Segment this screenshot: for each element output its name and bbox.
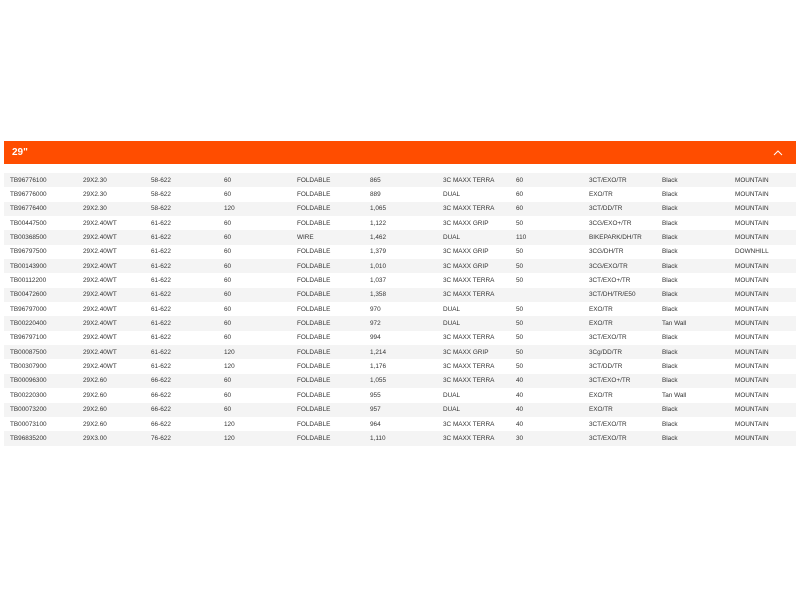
weight-cell: 865	[364, 173, 437, 187]
tire-size-cell: 29X2.30	[77, 202, 145, 216]
tire-size-cell: 29X2.40WT	[77, 288, 145, 302]
bead-type-cell: FOLDABLE	[291, 302, 364, 316]
part-number-cell: TB96797100	[4, 331, 77, 345]
table-row	[4, 359, 796, 373]
compound-cell: 3C MAXX TERRA	[437, 431, 510, 445]
etrto-cell: 61-622	[145, 216, 218, 230]
sidewall-color-cell: Black	[656, 403, 729, 417]
bead-type-cell: FOLDABLE	[291, 273, 364, 287]
tpi-cell: 120	[218, 431, 291, 445]
bead-type-cell: FOLDABLE	[291, 173, 364, 187]
category-cell: MOUNTAIN	[729, 259, 796, 273]
sidewall-color-cell: Black	[656, 245, 729, 259]
compound-cell: 3C MAXX TERRA	[437, 417, 510, 431]
bead-type-cell: FOLDABLE	[291, 259, 364, 273]
bead-type-cell: FOLDABLE	[291, 345, 364, 359]
technology-cell: EXO/TR	[583, 388, 656, 402]
compound-cell: 3C MAXX GRIP	[437, 345, 510, 359]
category-cell: MOUNTAIN	[729, 417, 796, 431]
compound-cell: 3C MAXX GRIP	[437, 216, 510, 230]
table-row	[4, 173, 796, 187]
tpi-cell: 60	[218, 273, 291, 287]
technology-cell: 3CT/EXO/TR	[583, 173, 656, 187]
bead-type-cell: FOLDABLE	[291, 417, 364, 431]
etrto-cell: 58-622	[145, 187, 218, 201]
compound-cell: DUAL	[437, 187, 510, 201]
weight-cell: 970	[364, 302, 437, 316]
category-cell: MOUNTAIN	[729, 187, 796, 201]
category-cell: MOUNTAIN	[729, 388, 796, 402]
tire-size-cell: 29X2.40WT	[77, 216, 145, 230]
tire-size-cell: 29X2.40WT	[77, 230, 145, 244]
tpi-cell: 60	[218, 388, 291, 402]
sidewall-color-cell: Black	[656, 202, 729, 216]
sidewall-color-cell: Black	[656, 187, 729, 201]
tire-size-cell: 29X2.60	[77, 403, 145, 417]
compound-cell: 3C MAXX TERRA	[437, 288, 510, 302]
weight-cell: 1,055	[364, 374, 437, 388]
weight-cell: 1,037	[364, 273, 437, 287]
etrto-cell: 61-622	[145, 245, 218, 259]
tpi-cell: 120	[218, 417, 291, 431]
etrto-cell: 61-622	[145, 359, 218, 373]
tire-size-cell: 29X2.40WT	[77, 359, 145, 373]
max-psi-cell	[510, 288, 583, 302]
part-number-cell: TB96776400	[4, 202, 77, 216]
bead-type-cell: WIRE	[291, 230, 364, 244]
category-cell: MOUNTAIN	[729, 302, 796, 316]
max-psi-cell: 40	[510, 374, 583, 388]
tpi-cell: 120	[218, 345, 291, 359]
tpi-cell: 60	[218, 316, 291, 330]
technology-cell: 3CT/DD/TR	[583, 202, 656, 216]
max-psi-cell: 60	[510, 187, 583, 201]
compound-cell: 3C MAXX TERRA	[437, 374, 510, 388]
part-number-cell: TB96797500	[4, 245, 77, 259]
sidewall-color-cell: Black	[656, 331, 729, 345]
bead-type-cell: FOLDABLE	[291, 388, 364, 402]
max-psi-cell: 110	[510, 230, 583, 244]
sidewall-color-cell: Black	[656, 345, 729, 359]
etrto-cell: 66-622	[145, 417, 218, 431]
table-row	[4, 216, 796, 230]
compound-cell: DUAL	[437, 302, 510, 316]
sidewall-color-cell: Tan Wall	[656, 316, 729, 330]
technology-cell: 3CG/DH/TR	[583, 245, 656, 259]
table-row	[4, 388, 796, 402]
technology-cell: EXO/TR	[583, 316, 656, 330]
part-number-cell: TB00096300	[4, 374, 77, 388]
etrto-cell: 61-622	[145, 331, 218, 345]
tpi-cell: 120	[218, 202, 291, 216]
etrto-cell: 61-622	[145, 302, 218, 316]
tire-size-cell: 29X2.60	[77, 417, 145, 431]
sidewall-color-cell: Black	[656, 259, 729, 273]
weight-cell: 1,462	[364, 230, 437, 244]
category-cell: MOUNTAIN	[729, 316, 796, 330]
part-number-cell: TB00307900	[4, 359, 77, 373]
max-psi-cell: 50	[510, 345, 583, 359]
sidewall-color-cell: Black	[656, 230, 729, 244]
max-psi-cell: 50	[510, 316, 583, 330]
table-row	[4, 403, 796, 417]
sidewall-color-cell: Black	[656, 288, 729, 302]
table-row	[4, 431, 796, 445]
max-psi-cell: 40	[510, 403, 583, 417]
table-row	[4, 316, 796, 330]
max-psi-cell: 40	[510, 417, 583, 431]
technology-cell: 3CT/EXO/TR	[583, 331, 656, 345]
category-cell: MOUNTAIN	[729, 374, 796, 388]
tire-size-cell: 29X3.00	[77, 431, 145, 445]
technology-cell: 3CT/DD/TR	[583, 359, 656, 373]
max-psi-cell: 30	[510, 431, 583, 445]
table-row	[4, 331, 796, 345]
part-number-cell: TB00368500	[4, 230, 77, 244]
technology-cell: 3CT/EXO+/TR	[583, 273, 656, 287]
compound-cell: 3C MAXX GRIP	[437, 259, 510, 273]
category-cell: MOUNTAIN	[729, 230, 796, 244]
table-row	[4, 288, 796, 302]
etrto-cell: 66-622	[145, 374, 218, 388]
part-number-cell: TB00472600	[4, 288, 77, 302]
bead-type-cell: FOLDABLE	[291, 202, 364, 216]
etrto-cell: 61-622	[145, 259, 218, 273]
tpi-cell: 60	[218, 259, 291, 273]
tire-size-cell: 29X2.40WT	[77, 302, 145, 316]
technology-cell: 3CT/DH/TR/E50	[583, 288, 656, 302]
technology-cell: 3CT/EXO/TR	[583, 417, 656, 431]
tpi-cell: 60	[218, 288, 291, 302]
bead-type-cell: FOLDABLE	[291, 431, 364, 445]
weight-cell: 1,010	[364, 259, 437, 273]
technology-cell: 3CG/EXO+/TR	[583, 216, 656, 230]
category-cell: MOUNTAIN	[729, 331, 796, 345]
compound-cell: 3C MAXX TERRA	[437, 273, 510, 287]
technology-cell: BIKEPARK/DH/TR	[583, 230, 656, 244]
tpi-cell: 60	[218, 173, 291, 187]
weight-cell: 964	[364, 417, 437, 431]
compound-cell: 3C MAXX TERRA	[437, 202, 510, 216]
table-row	[4, 187, 796, 201]
max-psi-cell: 50	[510, 245, 583, 259]
technology-cell: EXO/TR	[583, 403, 656, 417]
compound-cell: 3C MAXX GRIP	[437, 245, 510, 259]
compound-cell: 3C MAXX TERRA	[437, 331, 510, 345]
tpi-cell: 60	[218, 403, 291, 417]
tire-size-cell: 29X2.40WT	[77, 345, 145, 359]
table-row	[4, 374, 796, 388]
tire-size-cell: 29X2.40WT	[77, 259, 145, 273]
table-row	[4, 302, 796, 316]
max-psi-cell: 50	[510, 259, 583, 273]
part-number-cell: TB00220400	[4, 316, 77, 330]
weight-cell: 1,065	[364, 202, 437, 216]
compound-cell: 3C MAXX TERRA	[437, 173, 510, 187]
sidewall-color-cell: Black	[656, 431, 729, 445]
part-number-cell: TB00112200	[4, 273, 77, 287]
weight-cell: 1,110	[364, 431, 437, 445]
part-number-cell: TB00073200	[4, 403, 77, 417]
sidewall-color-cell: Black	[656, 216, 729, 230]
weight-cell: 1,176	[364, 359, 437, 373]
tire-size-cell: 29X2.40WT	[77, 245, 145, 259]
bead-type-cell: FOLDABLE	[291, 359, 364, 373]
technology-cell: 3CG/EXO/TR	[583, 259, 656, 273]
bead-type-cell: FOLDABLE	[291, 187, 364, 201]
technology-cell: 3CT/EXO/TR	[583, 431, 656, 445]
sidewall-color-cell: Black	[656, 273, 729, 287]
tpi-cell: 60	[218, 331, 291, 345]
compound-cell: DUAL	[437, 230, 510, 244]
sidewall-color-cell: Black	[656, 359, 729, 373]
bead-type-cell: FOLDABLE	[291, 316, 364, 330]
part-number-cell: TB00447500	[4, 216, 77, 230]
bead-type-cell: FOLDABLE	[291, 216, 364, 230]
chevron-up-icon[interactable]	[771, 146, 785, 160]
category-cell: MOUNTAIN	[729, 431, 796, 445]
etrto-cell: 61-622	[145, 273, 218, 287]
tire-size-cell: 29X2.60	[77, 388, 145, 402]
tpi-cell: 60	[218, 302, 291, 316]
weight-cell: 955	[364, 388, 437, 402]
etrto-cell: 66-622	[145, 403, 218, 417]
tpi-cell: 60	[218, 230, 291, 244]
weight-cell: 889	[364, 187, 437, 201]
tire-size-cell: 29X2.30	[77, 173, 145, 187]
technology-cell: EXO/TR	[583, 187, 656, 201]
part-number-cell: TB96835200	[4, 431, 77, 445]
tpi-cell: 60	[218, 245, 291, 259]
category-cell: MOUNTAIN	[729, 173, 796, 187]
max-psi-cell: 40	[510, 388, 583, 402]
compound-cell: DUAL	[437, 316, 510, 330]
category-cell: MOUNTAIN	[729, 288, 796, 302]
etrto-cell: 61-622	[145, 288, 218, 302]
max-psi-cell: 50	[510, 216, 583, 230]
table-row	[4, 230, 796, 244]
category-cell: MOUNTAIN	[729, 345, 796, 359]
part-number-cell: TB96776100	[4, 173, 77, 187]
bead-type-cell: FOLDABLE	[291, 331, 364, 345]
tire-size-cell: 29X2.40WT	[77, 316, 145, 330]
table-row	[4, 202, 796, 216]
category-cell: MOUNTAIN	[729, 273, 796, 287]
weight-cell: 972	[364, 316, 437, 330]
weight-cell: 994	[364, 331, 437, 345]
bead-type-cell: FOLDABLE	[291, 288, 364, 302]
weight-cell: 957	[364, 403, 437, 417]
max-psi-cell: 60	[510, 173, 583, 187]
weight-cell: 1,379	[364, 245, 437, 259]
category-cell: MOUNTAIN	[729, 403, 796, 417]
max-psi-cell: 50	[510, 331, 583, 345]
sidewall-color-cell: Black	[656, 417, 729, 431]
technology-cell: 3CT/EXO+/TR	[583, 374, 656, 388]
etrto-cell: 58-622	[145, 202, 218, 216]
table-row	[4, 417, 796, 431]
category-cell: MOUNTAIN	[729, 359, 796, 373]
etrto-cell: 58-622	[145, 173, 218, 187]
part-number-cell: TB00087500	[4, 345, 77, 359]
category-cell: DOWNHILL	[729, 245, 796, 259]
sidewall-color-cell: Black	[656, 302, 729, 316]
max-psi-cell: 50	[510, 273, 583, 287]
technology-cell: 3Cg/DD/TR	[583, 345, 656, 359]
technology-cell: EXO/TR	[583, 302, 656, 316]
weight-cell: 1,214	[364, 345, 437, 359]
part-number-cell: TB00220300	[4, 388, 77, 402]
part-number-cell: TB00073100	[4, 417, 77, 431]
table-row	[4, 345, 796, 359]
tire-size-cell: 29X2.40WT	[77, 331, 145, 345]
bead-type-cell: FOLDABLE	[291, 403, 364, 417]
part-number-cell: TB96797000	[4, 302, 77, 316]
bead-type-cell: FOLDABLE	[291, 245, 364, 259]
category-cell: MOUNTAIN	[729, 202, 796, 216]
etrto-cell: 66-622	[145, 388, 218, 402]
section-header-29[interactable]	[4, 141, 796, 164]
weight-cell: 1,122	[364, 216, 437, 230]
tpi-cell: 60	[218, 216, 291, 230]
part-number-cell: TB96776000	[4, 187, 77, 201]
tpi-cell: 60	[218, 374, 291, 388]
category-cell: MOUNTAIN	[729, 216, 796, 230]
etrto-cell: 61-622	[145, 316, 218, 330]
sidewall-color-cell: Black	[656, 374, 729, 388]
bead-type-cell: FOLDABLE	[291, 374, 364, 388]
weight-cell: 1,358	[364, 288, 437, 302]
etrto-cell: 61-622	[145, 345, 218, 359]
max-psi-cell: 50	[510, 302, 583, 316]
sidewall-color-cell: Tan Wall	[656, 388, 729, 402]
compound-cell: DUAL	[437, 403, 510, 417]
part-number-cell: TB00143900	[4, 259, 77, 273]
etrto-cell: 61-622	[145, 230, 218, 244]
table-row	[4, 273, 796, 287]
max-psi-cell: 50	[510, 359, 583, 373]
tire-size-cell: 29X2.40WT	[77, 273, 145, 287]
tire-size-cell: 29X2.60	[77, 374, 145, 388]
section-title: 29"	[12, 147, 28, 158]
tire-spec-table	[4, 173, 796, 446]
tpi-cell: 60	[218, 187, 291, 201]
sidewall-color-cell: Black	[656, 173, 729, 187]
compound-cell: 3C MAXX TERRA	[437, 359, 510, 373]
table-row	[4, 259, 796, 273]
tire-size-section	[4, 141, 796, 446]
compound-cell: DUAL	[437, 388, 510, 402]
etrto-cell: 76-622	[145, 431, 218, 445]
max-psi-cell: 60	[510, 202, 583, 216]
tire-size-cell: 29X2.30	[77, 187, 145, 201]
tpi-cell: 120	[218, 359, 291, 373]
table-row	[4, 245, 796, 259]
